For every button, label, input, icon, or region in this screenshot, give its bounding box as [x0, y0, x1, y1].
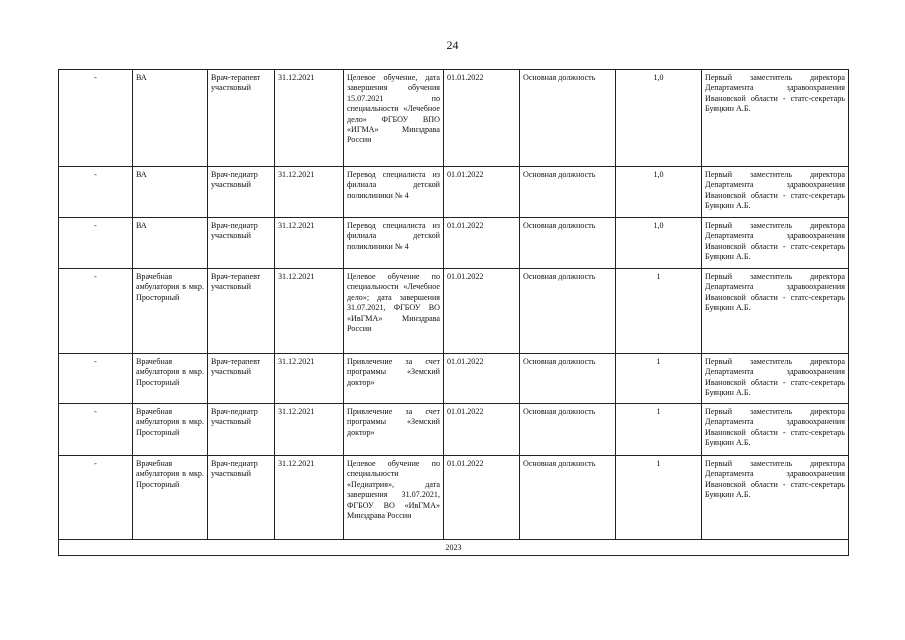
vacancy-date-cell: 31.12.2021 [275, 70, 344, 167]
year-section-label: 2023 [59, 540, 849, 556]
justification-cell: Перевод специалиста из филиала детской поликлиники № 4 [344, 167, 444, 218]
position-cell: Врач-терапевт участковый [208, 354, 275, 404]
organization-cell: ВА [133, 167, 208, 218]
organization-cell: ВА [133, 70, 208, 167]
table-row [59, 456, 849, 540]
position-cell: Врач-педиатр участковый [208, 167, 275, 218]
rate-cell: 1 [616, 404, 702, 456]
table-row [59, 70, 849, 167]
vacancy-date-cell: 31.12.2021 [275, 404, 344, 456]
start-date-cell: 01.01.2022 [444, 269, 520, 354]
year-section-row [59, 540, 849, 556]
start-date-cell: 01.01.2022 [444, 456, 520, 540]
justification-cell: Привлечение за счет программы «Земский доктор» [344, 354, 444, 404]
position-cell: Врач-педиатр участковый [208, 456, 275, 540]
start-date-cell: 01.01.2022 [444, 218, 520, 269]
rate-cell: 1 [616, 354, 702, 404]
rate-cell: 1,0 [616, 218, 702, 269]
organization-cell: ВА [133, 218, 208, 269]
organization-cell: Врачебная амбулатория в мкр. Просторный [133, 456, 208, 540]
organization-cell: Врачебная амбулатория в мкр. Просторный [133, 404, 208, 456]
responsible-cell: Первый заместитель директора Департамента здравоохранения Ивановской области - статс-секретарь Буяңкин А.Б. [702, 456, 849, 540]
row-number-cell: - [59, 354, 133, 404]
rate-cell: 1 [616, 269, 702, 354]
position-type-cell: Основная должность [520, 354, 616, 404]
justification-cell: Целевое обучение, дата завершения обучения 15.07.2021 по специальности «Лечебное дело» ФГБОУ ВПО «ИГМА» Минздрава России [344, 70, 444, 167]
rate-cell: 1,0 [616, 167, 702, 218]
start-date-cell: 01.01.2022 [444, 70, 520, 167]
table-row [59, 218, 849, 269]
row-number-cell: - [59, 70, 133, 167]
page-number: 24 [446, 38, 459, 52]
position-type-cell: Основная должность [520, 70, 616, 167]
rate-cell: 1 [616, 456, 702, 540]
row-number-cell: - [59, 456, 133, 540]
organization-cell: Врачебная амбулатория в мкр. Просторный [133, 354, 208, 404]
row-number-cell: - [59, 218, 133, 269]
start-date-cell: 01.01.2022 [444, 354, 520, 404]
justification-cell: Целевое обучение по специальности «Педиатрия», дата завершения 31.07.2021, ФГБОУ ВО «ИвГМА» Минздрава России [344, 456, 444, 540]
row-number-cell: - [59, 269, 133, 354]
organization-cell: Врачебная амбулатория в мкр. Просторный [133, 269, 208, 354]
start-date-cell: 01.01.2022 [444, 167, 520, 218]
responsible-cell: Первый заместитель директора Департамента здравоохранения Ивановской области - статс-секретарь Буяңкин А.Б. [702, 70, 849, 167]
justification-cell: Перевод специалиста из филиала детской поликлиники № 4 [344, 218, 444, 269]
vacancy-date-cell: 31.12.2021 [275, 218, 344, 269]
position-type-cell: Основная должность [520, 404, 616, 456]
position-type-cell: Основная должность [520, 167, 616, 218]
responsible-cell: Первый заместитель директора Департамента здравоохранения Ивановской области - статс-секретарь Буяңкин А.Б. [702, 167, 849, 218]
position-type-cell: Основная должность [520, 456, 616, 540]
table-row [59, 167, 849, 218]
rate-cell: 1,0 [616, 70, 702, 167]
table-row [59, 354, 849, 404]
staffing-table [58, 69, 849, 556]
position-type-cell: Основная должность [520, 218, 616, 269]
vacancy-date-cell: 31.12.2021 [275, 456, 344, 540]
position-cell: Врач-терапевт участковый [208, 269, 275, 354]
responsible-cell: Первый заместитель директора Департамента здравоохранения Ивановской области - статс-секретарь Буяңкин А.Б. [702, 269, 849, 354]
vacancy-date-cell: 31.12.2021 [275, 269, 344, 354]
position-cell: Врач-педиатр участковый [208, 404, 275, 456]
justification-cell: Целевое обучение по специальности «Лечебное дело»; дата завершения 31.07.2021, ФГБОУ ВО «ИвГМА» Минздрава России [344, 269, 444, 354]
row-number-cell: - [59, 404, 133, 456]
table-row [59, 269, 849, 354]
table-row [59, 404, 849, 456]
start-date-cell: 01.01.2022 [444, 404, 520, 456]
vacancy-date-cell: 31.12.2021 [275, 354, 344, 404]
justification-cell: Привлечение за счет программы «Земский доктор» [344, 404, 444, 456]
position-cell: Врач-терапевт участковый [208, 70, 275, 167]
row-number-cell: - [59, 167, 133, 218]
responsible-cell: Первый заместитель директора Департамента здравоохранения Ивановской области - статс-секретарь Буяңкин А.Б. [702, 354, 849, 404]
vacancy-date-cell: 31.12.2021 [275, 167, 344, 218]
position-cell: Врач-педиатр участковый [208, 218, 275, 269]
responsible-cell: Первый заместитель директора Департамента здравоохранения Ивановской области - статс-секретарь Буяңкин А.Б. [702, 218, 849, 269]
position-type-cell: Основная должность [520, 269, 616, 354]
responsible-cell: Первый заместитель директора Департамента здравоохранения Ивановской области - статс-секретарь Буяңкин А.Б. [702, 404, 849, 456]
